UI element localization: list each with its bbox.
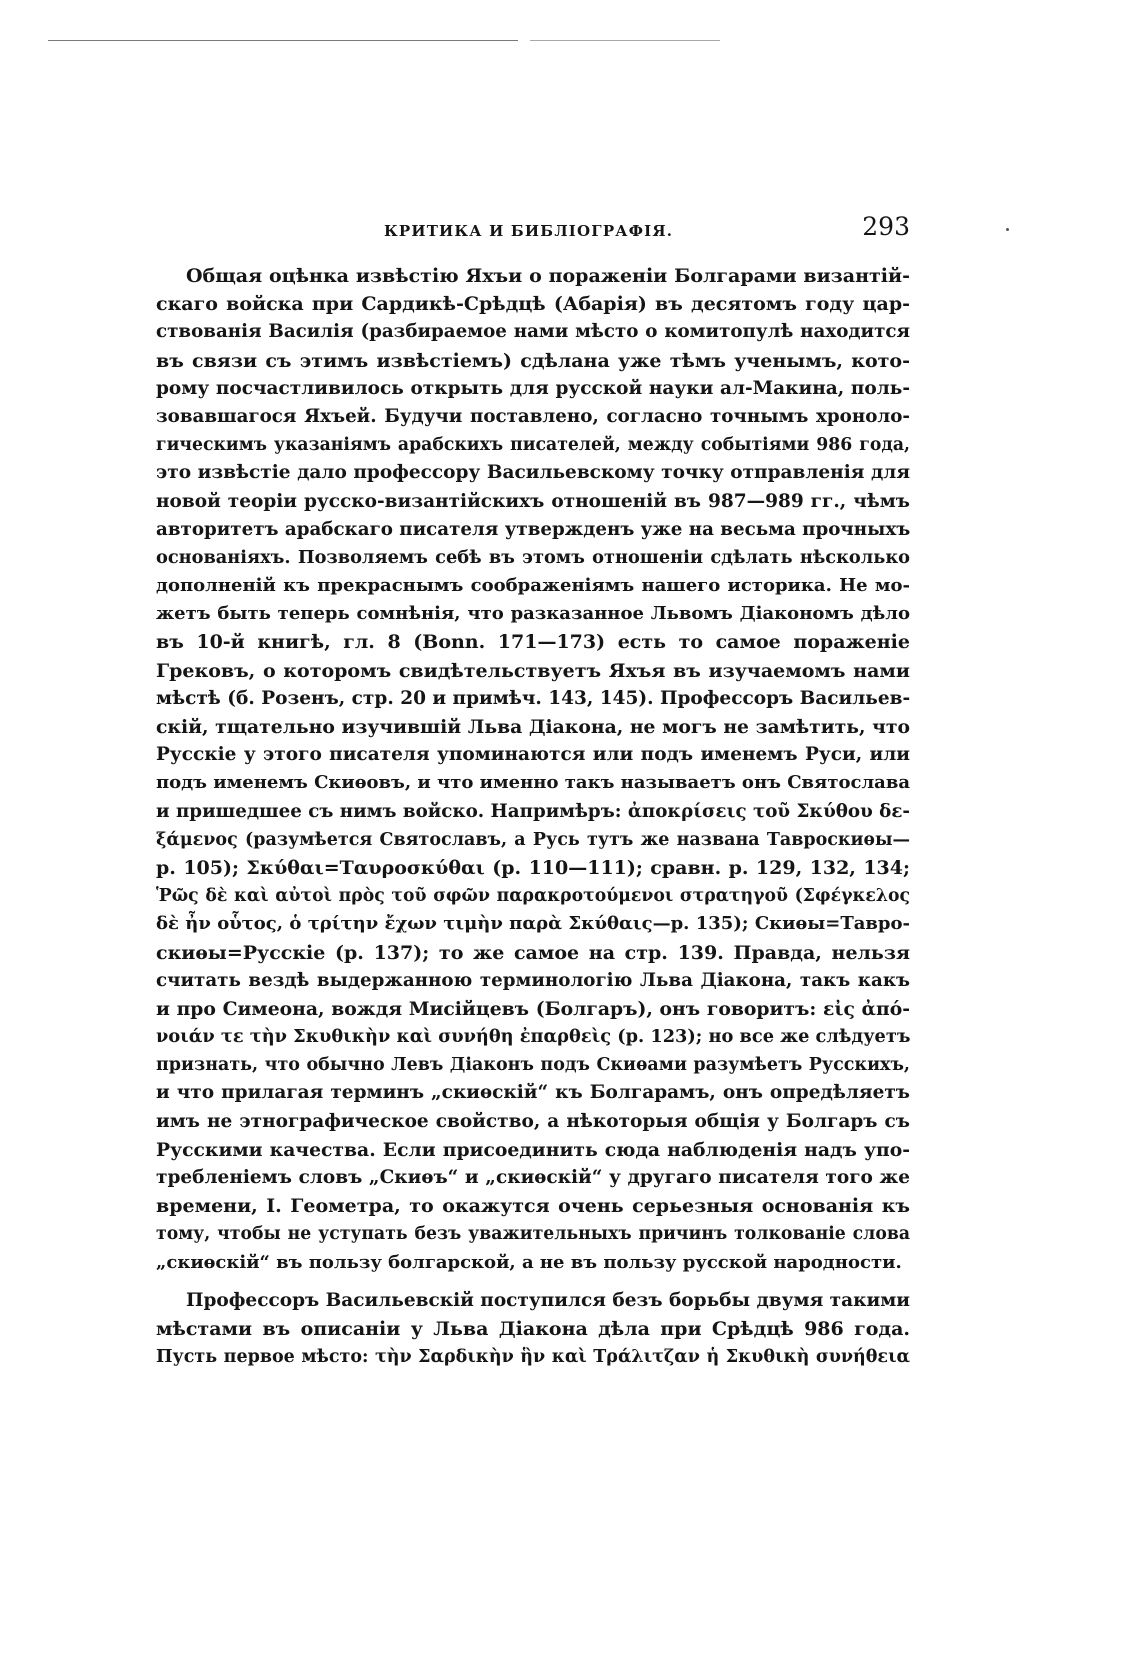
text-line: и про Симеона, вождя Мисійцевъ (Болгаръ), онъ говоритъ: εἰς ἀπό-: [156, 997, 910, 1020]
text-line: Ῥῶς δὲ καὶ αὐτοὶ πρὸς τοῦ σφῶν παρακροτούμενοι στρατηγοῦ (Σφέγκελος: [156, 886, 910, 907]
text-line: скаго войска при Сардикѣ-Срѣдцѣ (Абарія) въ десятомъ году цар-: [156, 293, 910, 316]
paragraph-1: [156, 262, 910, 1277]
running-title: КРИТИКА И БИБЛІОГРАФІЯ.: [384, 222, 674, 240]
text-line: νοιάν τε τὴν Σκυθικὴν καὶ συνήθη ἐπαρθεὶς (p. 123); но все же слѣдуетъ: [156, 1026, 910, 1048]
text-line: основаніяхъ. Позволяемъ себѣ въ этомъ отношеніи сдѣлать нѣсколько: [156, 546, 910, 568]
text-line: мѣстѣ (б. Розенъ, стр. 20 и примѣч. 143, 145). Профессоръ Васильев-: [156, 687, 910, 709]
scan-speck: [1006, 228, 1009, 231]
text-line: δὲ ἦν οὗτος, ὁ τρίτην ἔχων τιμὴν παρὰ Σκύθαις—p. 135); Скиѳы=Тавро-: [156, 913, 910, 935]
text-line: Профессоръ Васильевскій поступился безъ борьбы двумя такими: [186, 1289, 910, 1311]
text-line: p. 105); Σκύθαι=Ταυροσκύθαι (p. 110—111); сравн. p. 129, 132, 134;: [156, 856, 910, 879]
text-line: скій, тщательно изучившій Льва Діакона, не могъ не замѣтить, что: [156, 716, 910, 738]
text-line: и пришедшее съ нимъ войско. Напримѣръ: ἀποκρίσεις τοῦ Σκύθου δε-: [156, 800, 910, 822]
text-line: въ 10-й книгѣ, гл. 8 (Bonn. 171—173) есть то самое пораженіе: [156, 631, 910, 654]
text-line: мѣстами въ описаніи у Льва Діакона дѣла при Срѣдцѣ 986 года.: [156, 1317, 910, 1340]
text-line: рому посчастливилось открыть для русской науки ал-Макина, поль-: [156, 377, 910, 399]
text-line: это извѣстіе дало профессору Васильевскому точку отправленія для: [156, 462, 910, 484]
text-line: тому, чтобы не уступать безъ уважительныхъ причинъ толкованіе слова: [156, 1224, 910, 1245]
paragraph-2: [156, 1287, 910, 1372]
text-line: требленіемъ словъ „Скиѳъ“ и „скиѳскій“ у другаго писателя того же: [156, 1167, 910, 1188]
text-line: времени, І. Геометра, то окажутся очень серьезныя основанія къ: [156, 1195, 910, 1218]
top-scan-rule-fragment: [530, 40, 720, 41]
text-line: авторитетъ арабскаго писателя утвержденъ уже на весьма прочныхъ: [156, 518, 910, 540]
page-number: 293: [862, 212, 910, 241]
text-line: зовавшагося Яхъей. Будучи поставлено, согласно точнымъ хроноло-: [156, 405, 910, 427]
text-line: Пусть первое мѣсто: τὴν Σαρδικὴν ἣν καὶ Τράλιτζαν ἡ Σκυθικὴ συνήθεια: [156, 1347, 910, 1368]
text-line: признать, что обычно Левъ Діаконъ подъ Скиѳами разумѣетъ Русскихъ,: [156, 1055, 910, 1076]
text-line: новой теоріи русско-византійскихъ отношеній въ 987—989 гг., чѣмъ: [156, 490, 910, 512]
body-text: [156, 262, 910, 1371]
text-line: ствованія Василія (разбираемое нами мѣсто о комитопулѣ находится: [156, 321, 910, 343]
text-line: скиѳы=Русскіе (p. 137); то же самое на стр. 139. Правда, нельзя: [156, 941, 910, 964]
page-header: [156, 212, 910, 246]
text-line: въ связи съ этимъ извѣстіемъ) сдѣлана уже тѣмъ ученымъ, кото-: [156, 349, 910, 372]
top-scan-rule: [48, 40, 518, 41]
text-line: гическимъ указаніямъ арабскихъ писателей, между событіями 986 года,: [156, 435, 910, 456]
text-line: имъ не этнографическое свойство, а нѣкоторыя общія у Болгаръ съ: [156, 1110, 910, 1132]
text-line: жетъ быть теперь сомнѣнія, что разказанное Львомъ Діакономъ дѣло: [156, 603, 910, 625]
text-line: Русскими качества. Если присоединить сюда наблюденія надъ упо-: [156, 1138, 910, 1161]
text-line: подъ именемъ Скиѳовъ, и что именно такъ называетъ онъ Святослава: [156, 772, 910, 794]
text-line: считать вездѣ выдержанною терминологію Льва Діакона, такъ какъ: [156, 969, 910, 991]
text-line: дополненій къ прекраснымъ соображеніямъ нашего историка. Не мо-: [156, 575, 910, 597]
text-line: Русскіе у этого писателя упоминаются или подъ именемъ Руси, или: [156, 744, 910, 766]
text-line: ξάμενος (разумѣется Святославъ, а Русь тутъ же названа Тавроскиѳы—: [156, 829, 910, 850]
text-line: „скиѳскій“ въ пользу болгарской, а не въ пользу русской народности.: [156, 1251, 902, 1273]
text-line: и что прилагая терминъ „скиѳскій“ къ Болгарамъ, онъ опредѣляетъ: [156, 1082, 910, 1104]
text-line: Общая оцѣнка извѣстію Яхъи о пораженіи Болгарами византій-: [186, 265, 910, 287]
text-line: Грековъ, о которомъ свидѣтельствуетъ Яхъя въ изучаемомъ нами: [156, 659, 910, 682]
